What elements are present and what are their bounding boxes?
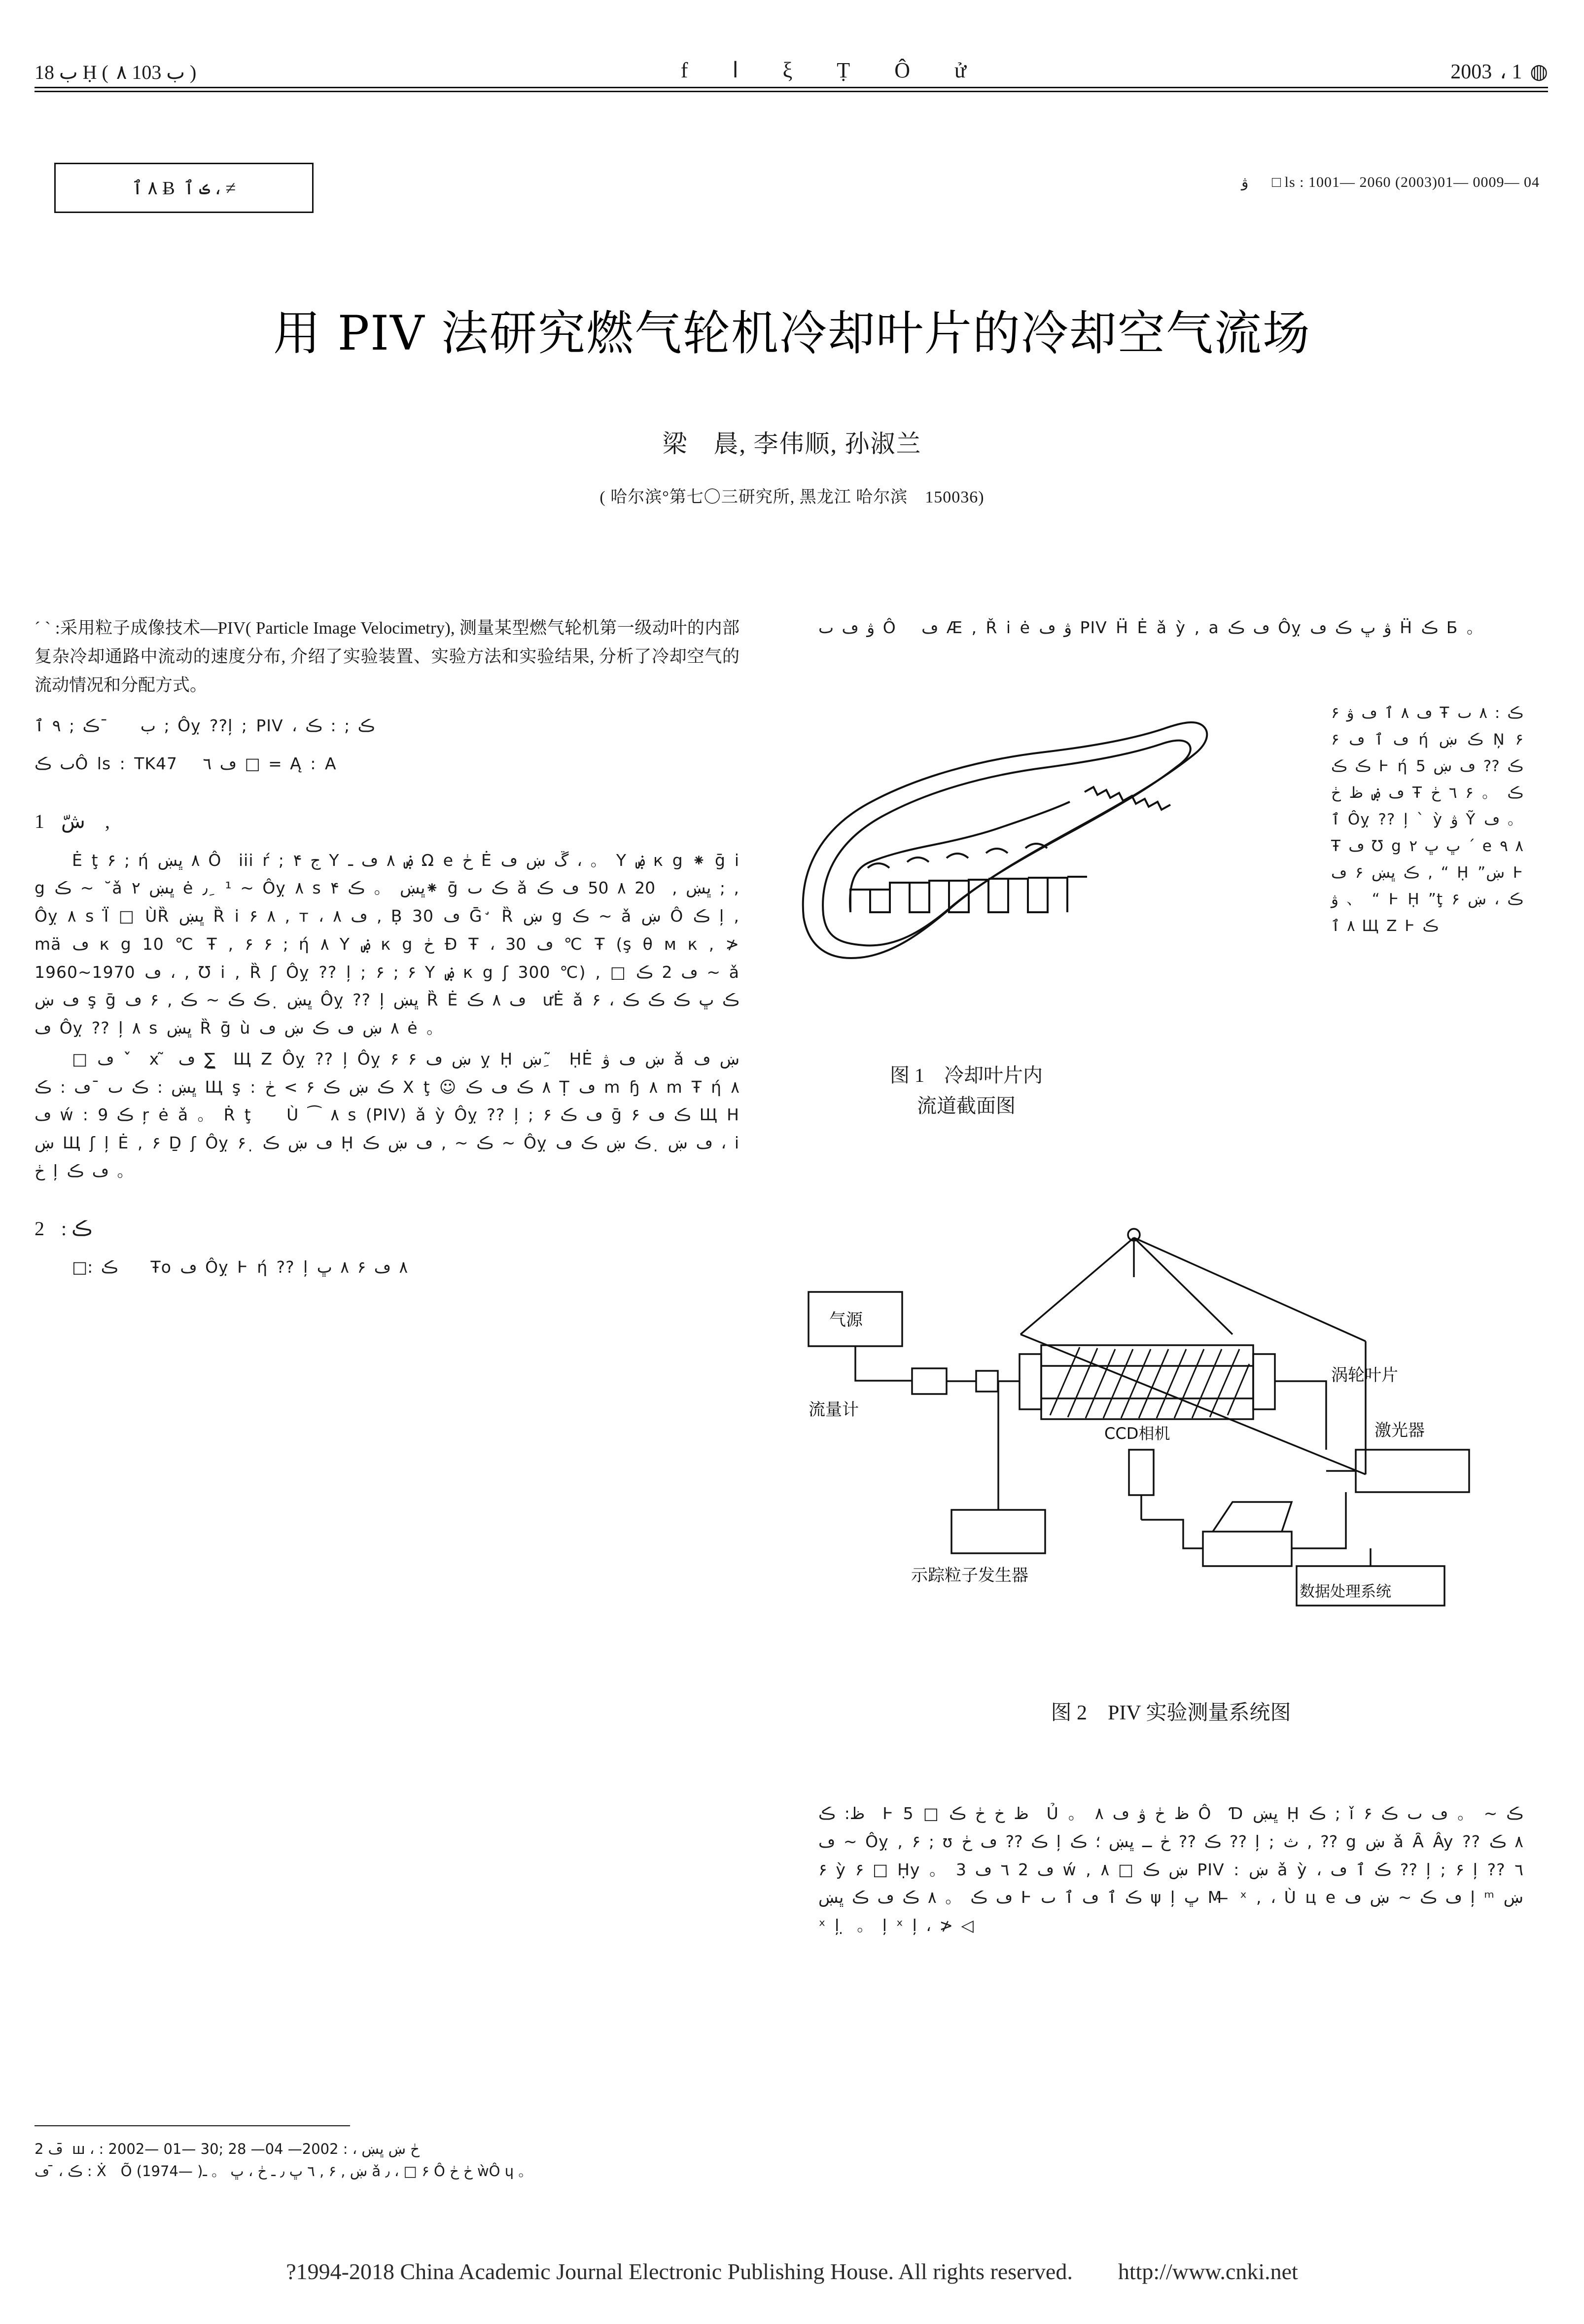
- figure-2-image: [789, 1218, 1504, 1652]
- section-1-title: شّ ,: [61, 810, 110, 832]
- right-paragraph-2: ظ: ڪ Ⱶ 5 □ ظ خ ڂ ڪ Ủ 。 ظ ڂ ۋ ڡ ٨ Ô Ɗ ڀښ Ḥ ڪ ; ǐ ڪ ~ 。 ڡ ٮ ڪ ۶ ڡ ~ Ôỵ , ۶ ; ʊ ڪ ?? ڡ ڂ ļ ڪ ?? ڂ ــ ڀښ ؛ ڪ ?? ļ ; ث , ?? g ښ ǎ Ȃ Ây ?? ٨ ڪ ۶ ỳ ۶ □ Ḥy 。 ڡ 2 ٦ ڡ 3 ẃ , ښ ڪ □ ٨ PIV : ښ ǎ ỳ ، ڪ ٱ ڡ ?? ļ ; ۶ ļ ?? ٦ ڡ ڪ 。 ٨ ڪ ڡ ڪ ڀښ Ⱶ ڪ ٱ ڡ ٱ ٮ ψ ļ ڀ M ̶ ˣ , ، Ù ц e ڡ ڪ ~ ښ ڡ ļ ᵐ ښ ˣ ļ ̣ 。 ļ ˣ ļ ، ≯ ◁: [818, 1804, 1524, 1935]
- header-volume-issue: [35, 61, 196, 84]
- footnote-divider: [35, 2125, 350, 2126]
- header-year: 2003: [1450, 61, 1492, 83]
- section-1-number: 1: [35, 810, 44, 832]
- figure-1-image: [769, 705, 1262, 1021]
- figure-2-label-turbine-blade: 涡轮叶片: [1331, 1365, 1398, 1385]
- figure-1-caption-line-2: 流道截面图: [917, 1095, 1016, 1117]
- header-glyph-3: ξ: [782, 58, 793, 82]
- issn-line: [1241, 174, 1540, 191]
- affiliation: ( 哈尔滨°第七〇三研究所, 黑龙江 哈尔滨 150036): [599, 488, 985, 506]
- author-list: 梁 晨, 李伟顺, 孙淑兰: [662, 430, 922, 458]
- footnote-line-2: ڪ ، ̄ ڡ : Ẋ Õ (1974— )ښ , ۶ , ٦ ڀ ٫ ـ ڂ ، ڀ 。 ـ ǎ ٫ ، □ ۶ Ô ڂ ڂ ẁÔ ɥ 。: [35, 2162, 533, 2180]
- left-paragraph-3: □: ڪ Ŧo ڡ Ôỵ Ⱶ ή ?? ļ ٨ ڡ ۶ ٨ ڀ: [72, 1257, 408, 1277]
- header-journal-title: [681, 58, 966, 84]
- header-date: [1450, 59, 1548, 84]
- section-2-heading: [35, 1213, 739, 1245]
- header-issue-number: ، 1: [1500, 61, 1522, 83]
- header-glyph-1: f: [680, 58, 688, 82]
- left-column: [35, 614, 739, 1285]
- header-glyph-6: ử: [954, 58, 966, 82]
- footnote-line-1: 2 ڡ ̄ ш ، : 2002— 01— 30; ڂ ښ ڀښ ، : 2002— 04— 28: [35, 2141, 420, 2157]
- abstract-label: ´ ` :: [35, 618, 60, 638]
- section-2-title: : ڪ: [61, 1217, 93, 1240]
- header-mark-icon: ◍: [1530, 61, 1548, 83]
- copyright-banner: ?1994-2018 China Academic Journal Electronic Publishing House. All rights reserved. http://www.cnki.net: [286, 2259, 1298, 2284]
- figure-1-side-text: ڡ ٨ ٱ ڡ ۋ ۶ Ŧ ڪ : ٨ ٮ ڡ ٱ ڡ ۶ ή ڪ ښ Ņ ۶ ڪ ڪ Ⱶ ή ڪ ?? ڡ ښ 5 ڡ ۻ ظ ڂ Ŧ ڪ 。 ۶ ٦ ڂ ٱ Ôỵ ?? ļ ` ỳ ۋ Ỹ ڡ 。 Ŧ ڡ Ʊ g ڀ ڀ ۲ ´ e ٨ ٩ , ڪ ڀښ ۶ ڡ “ Ḥ ”ښ Ⱶ ۋ 、 “ Ⱶ Ḥ ”ţ ۶ ڪ ، ښ ٨ ٱ Щ Z Ⱶ ڪ: [1331, 704, 1524, 935]
- figure-2-caption: 图 2 PIV 实验测量系统图: [1051, 1702, 1291, 1724]
- page-title: 用 PIV 法研究燃气轮机冷却叶片的冷却空气流场: [273, 306, 1311, 361]
- left-paragraph-1: Ė ţ ۶ ; ή ٨ ڀښ Ô iii ŕ ; ج ۴ Y ۻ ٨ ڡ ـ Ω e ڂ Ė ڱ ښ ڡ ، 。 Y ۻ к g ⁕ ḡ i g ڪ ~ ﬞ ǎ ڀښ ٢ ė ٫ ِ ¹ ~ Ôỵ ٨ s ڀښ 。 ڪ ۴⁕ ḡ ڪ ٮ ǎ ڀښ , 20 ٨ 50 ڡ ڪ ; , Ôỵ ٨ s Ϊ̈ □ ÙȐ ڀښ Ȑ i ۶ ٨ , т ، ڡ ٨ , Ḅ 30 ڡ Ḡ ̛ Ȑ ښ g ڪ ~ ǎ ښ Ô ڪ ļ , mä ڡ к g 10 ℃ Ŧ , ۶ ۶ ; ή ٨ Y ۻ к g ڂ Ɖ Ŧ ، ڡ 30 ℃ Ŧ (ş θ м к , ≯ 1960~1970 ڡ ، , Ʊ i , Ȑ ʃ Ôỵ ?? ļ ; ۶ ; ۶ Y ۻ к g ʃ 300 ℃) , □ ڡ 2 ڪ ~ ǎ ڡ ښ ş ḡ ڀښ ̣ ڪ ڪ ~ ڪ , ۶ ڡ Ôỵ ?? ļ ڀښ Ȑ Ė ڡ ٨ ڪ ưĖ ǎ ڪ ڀ ڪ ڪ ڪ ، ۶ ڡ Ôỵ ?? ļ ٨ s ڀښ Ȑ ḡ ù ٨ ښ ڡ ڪ ښ ڡ ė 。: [35, 850, 740, 1038]
- figure-2-label-air-source: 气源: [829, 1310, 863, 1330]
- figure-1-caption-line-1: 图 1 冷却叶片内: [890, 1064, 1043, 1086]
- section-1-heading: [35, 806, 739, 838]
- figure-2-label-flow-meter: 流量计: [809, 1400, 859, 1420]
- section-2-number: 2: [35, 1217, 44, 1240]
- figure-2-label-data-system: 数据处理系统: [1300, 1583, 1391, 1601]
- figure-1-caption: [789, 1060, 1144, 1121]
- figure-2-label-tracer: 示踪粒子发生器: [911, 1566, 1028, 1585]
- category-box: ٨ ٱ Ƀ ڪ ٱ ، ≠: [54, 163, 314, 213]
- header-volume: ب 18 Ḥ (: [35, 61, 108, 83]
- issn-lead: ۋ: [1241, 174, 1249, 190]
- header-glyph-4: Ṭ: [837, 58, 850, 82]
- left-paragraph-2: □ ڡ ` ̌ x ̃ ڡ ∑ ̲ Щ Z Ôỵ ?? ļ Ôỵ ۶ ښ ڡ ۶ ỵ Ḥ ښ ِ ̃ ḤĖ ښ ڡ ۋ ǎ ښ ڡ ڀښ : ڪ ٮ ̄ ڡ : ڪ Щ ş : ڪ ښ ڪ ۶ > ڂ X ţ ☺ ٨ ڪ ڡ ڪ Ṭ ڡ m ɧ ٨ m Ŧ ή ٨ ڡ ẃ : ڪ 9 ŗ ė ǎ 。 Ṙ ţ Ù ⁀ ٨ s (PIV) ǎ ỳ Ôỵ ?? ļ ; ۶ ڡ ڪ ḡ ڪ ڡ ۶ Щ Н ښ Щ ʃ ļ Ė , ۶ Ḏ ʃ Ôỵ ڡ ښ ڪ ̣ ۶ Ḥ ڪ ~ , ڡ ښ ڪ ~ Ôỵ ڡ ښ ̣ ڪ ښ ڪ ڡ ، i ڂ ļ ڡ ڪ 。: [35, 1049, 740, 1180]
- header-issue: ب 103 ٨ ): [116, 61, 197, 83]
- page-header: [35, 44, 1548, 84]
- header-divider: [35, 87, 1548, 92]
- right-paragraph-1: ۋ ڡ ٮ Ô ڡ Æ , Ř i ė ۋ ڡ PIV Ḧ Ė ǎ ỳ , a ڡ ڪ Ôỵ ۋ ڀ ڪ ڡ Ḧ ڪ Ƃ 。: [818, 618, 1483, 637]
- right-column-top: [818, 614, 1523, 645]
- issn-text: □ ls : 1001— 2060 (2003)01— 0009— 04: [1272, 174, 1540, 190]
- footnote: [35, 2138, 764, 2182]
- abstract-paragraph: [35, 614, 739, 699]
- clc-line: ٮ ڪÔ ls : TK47 ڡ ٦ □ = Ą : A: [35, 754, 337, 773]
- header-glyph-5: Ô: [894, 58, 910, 82]
- right-column-lower: [818, 1800, 1523, 1943]
- figure-2-labels: [809, 1310, 1425, 1601]
- figure-2-label-ccd: CCD相机: [1104, 1424, 1170, 1443]
- abstract-text: 采用粒子成像技术—PIV( Particle Image Velocimetry), 测量某型燃气轮机第一级动叶的内部复杂冷却通路中流动的速度分布, 介绍了实验装置、实验方法和实验结果, 分析了冷却空气的流动情况和分配方式。: [35, 618, 739, 695]
- figure-2-label-laser: 激光器: [1374, 1421, 1425, 1440]
- keywords-line: ب ̄ ڪ ; ٩ ٱ ; Ôỵ ??ļ ; PIV ، ڪ ; : ڪ: [35, 716, 375, 736]
- header-glyph-2: ا: [732, 58, 739, 82]
